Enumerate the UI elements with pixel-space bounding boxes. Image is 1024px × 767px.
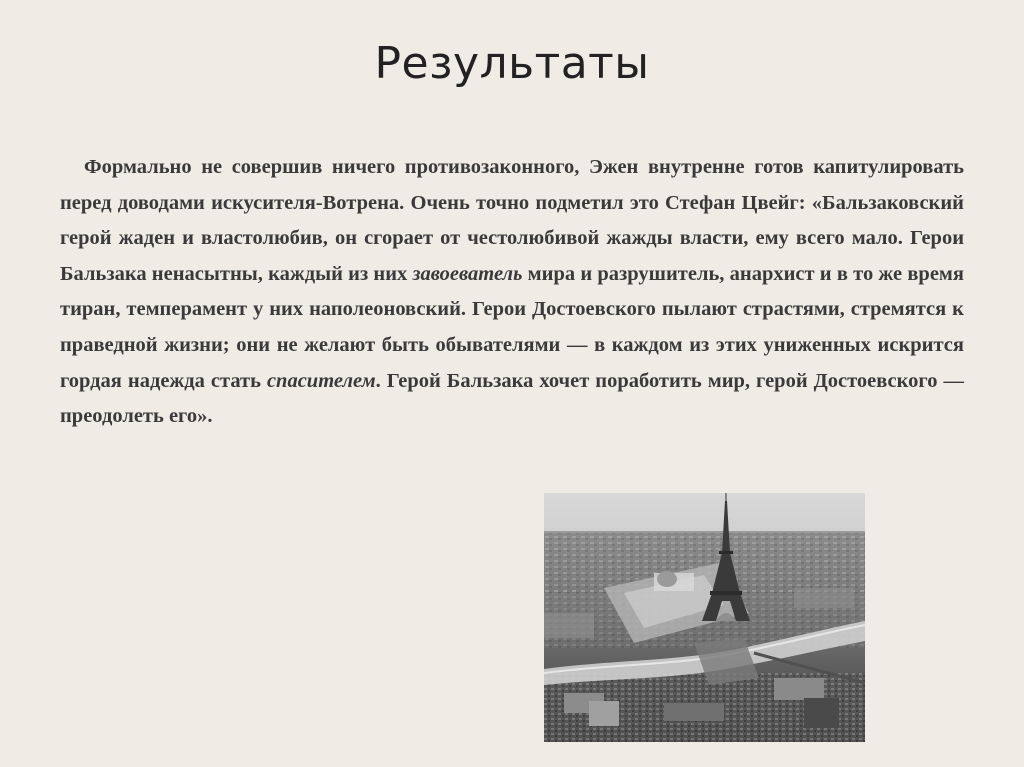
paragraph-text-1: Формально не совершив ничего противозаконного, Эжен внутренне готов капитулировать перед доводами искусителя-Вотрена. Очень точно подметил это Стефан Цвейг: «Бальзаковский герой жаден и властолюбив, он сгорает от честолюбивой жажды власти, ему всего мало. Герои Бальзака ненасытны, каждый из них	[60, 156, 964, 285]
photo-illustration	[544, 493, 865, 742]
emphasis-conqueror: завоеватель	[412, 262, 523, 285]
paris-eiffel-tower-photo	[544, 493, 865, 742]
paragraph-text-2: мира и разрушитель, анархист и в то же время тиран, темперамент у них наполеоновский. Герои Достоевского пылают страстями, стремятся к праведной жизни; они не желают быть обывателями — в каждом из этих униженных искрится гордая надежда стать	[60, 262, 964, 392]
paragraph-text-3: . Герой Бальзака хочет поработить мир, герой Достоевского — преодолеть его».	[60, 369, 964, 428]
emphasis-savior: спасителем	[266, 369, 376, 392]
body-paragraph	[60, 150, 964, 435]
slide-title: Результаты	[374, 38, 650, 89]
